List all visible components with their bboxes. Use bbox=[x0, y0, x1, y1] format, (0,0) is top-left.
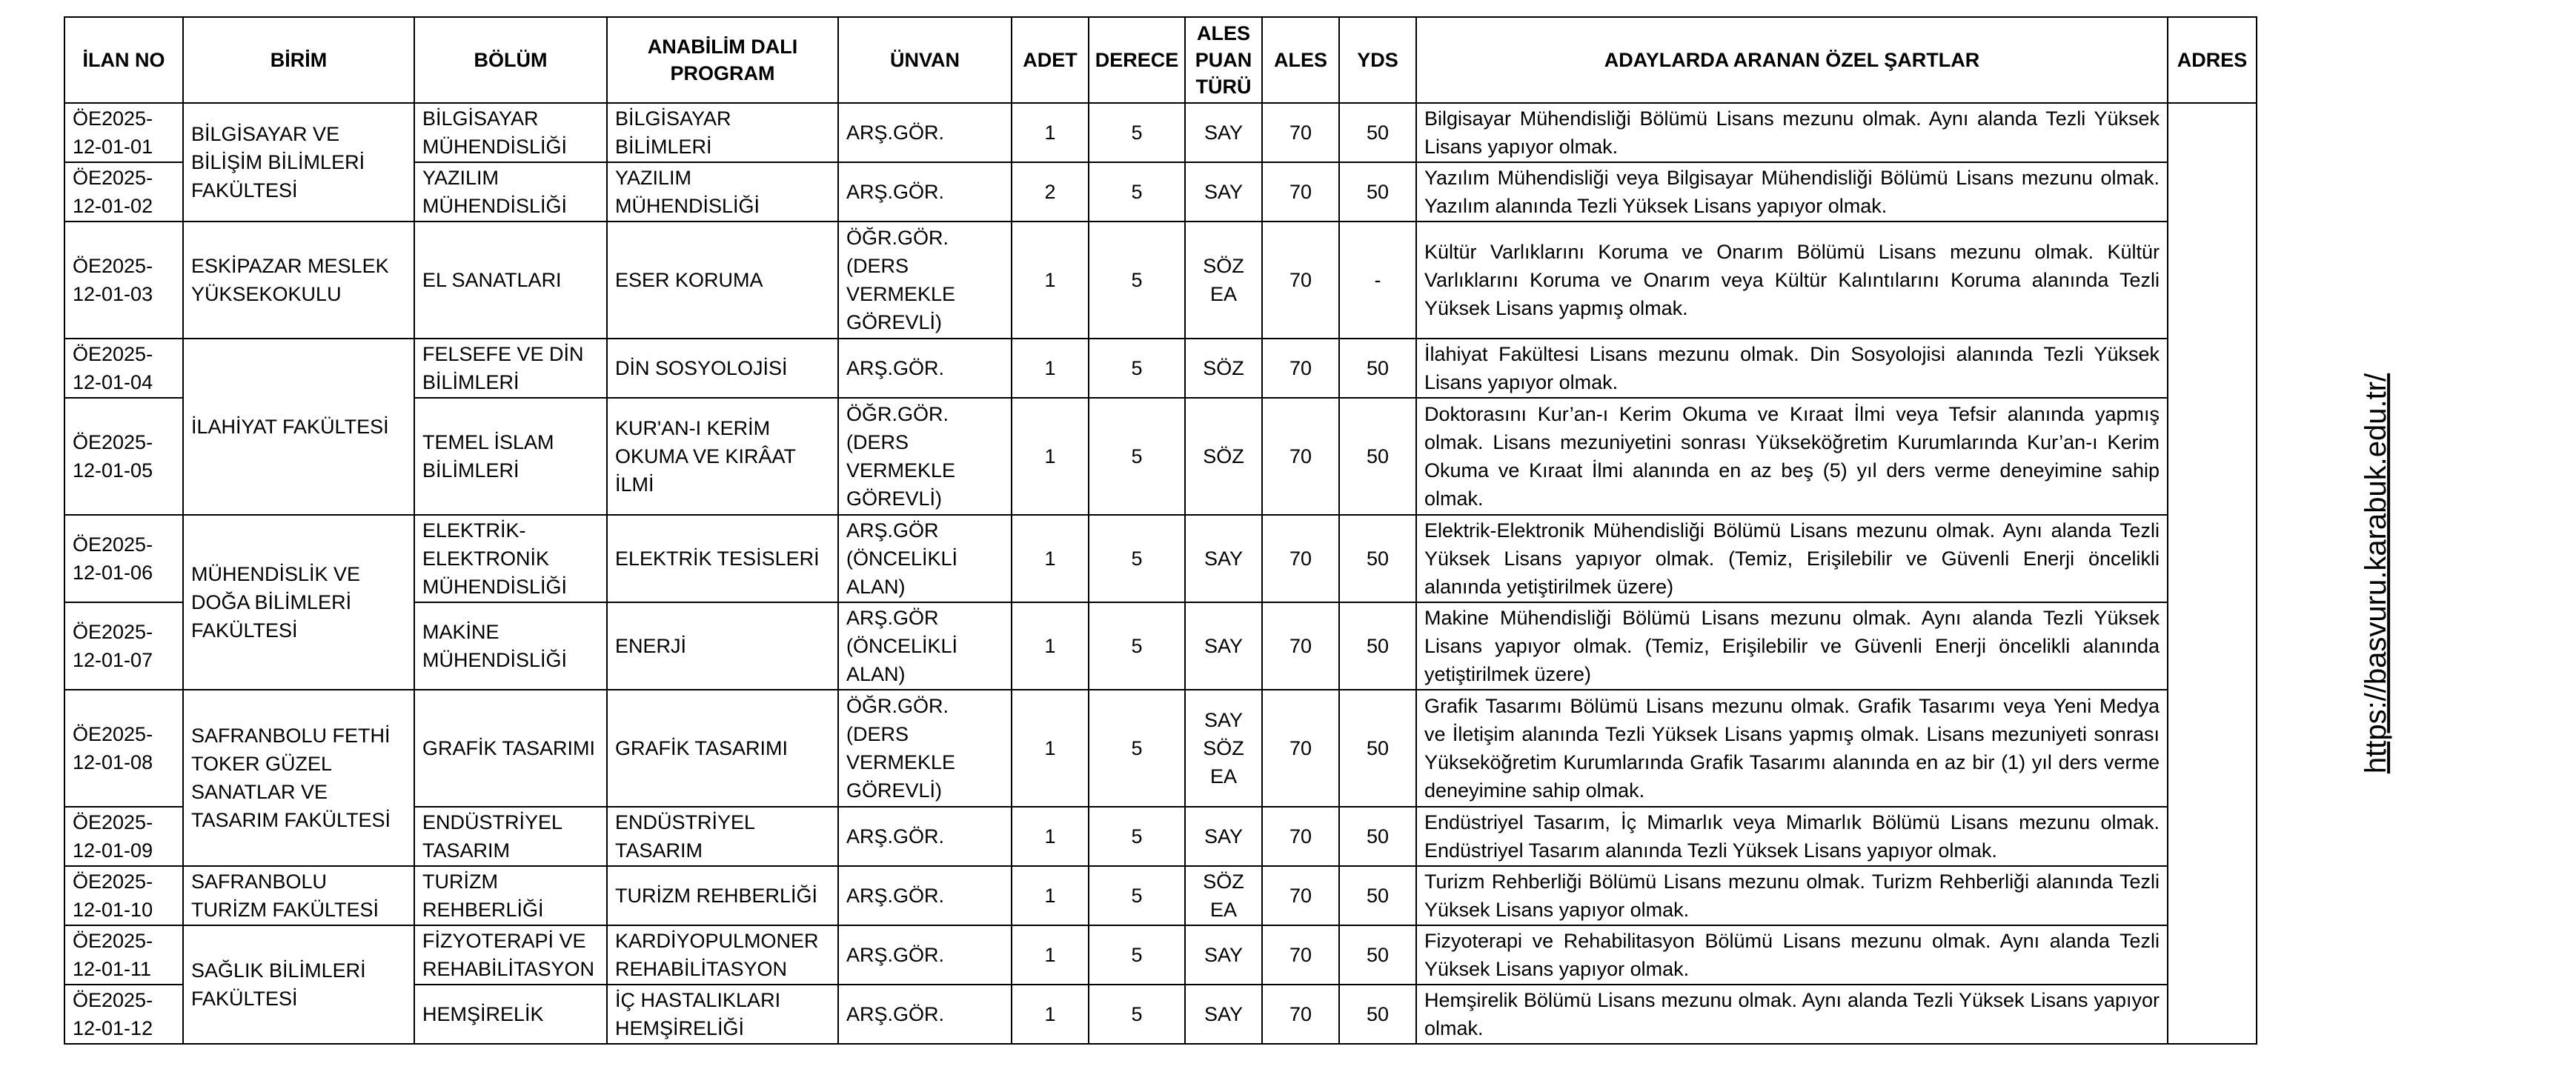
header-unvan: ÜNVAN bbox=[838, 17, 1012, 103]
ales-puan-turu-cell: SAY bbox=[1185, 985, 1262, 1044]
ilan-no-cell: ÖE2025-12-01-04 bbox=[64, 339, 183, 398]
ales-cell: 70 bbox=[1262, 515, 1339, 602]
ozel-sartlar-cell: Doktorasını Kur’an-ı Kerim Okuma ve Kıraat İlmi veya Tefsir alanında yapmış olmak. Lisans mezuniyetini sonrası Yükseköğretim Kurumlarında Kur’an-ı Kerim Okuma ve Kıraat İlmi alanında en az beş (5) yıl ders verme deneyimine sahip olmak. bbox=[1416, 398, 2168, 515]
ozel-sartlar-cell: Fizyoterapi ve Rehabilitasyon Bölümü Lisans mezunu olmak. Aynı alanda Tezli Yüksek Lisans yapıyor olmak. bbox=[1416, 925, 2168, 985]
ozel-sartlar-cell: Makine Mühendisliği Bölümü Lisans mezunu olmak. Aynı alanda Tezli Yüksek Lisans yapıyor olmak. (Temiz, Erişilebilir ve Güvenli Enerji öncelikli alanında yetiştirilmek üzere) bbox=[1416, 602, 2168, 690]
ales-cell: 70 bbox=[1262, 690, 1339, 807]
derece-cell: 5 bbox=[1089, 602, 1185, 690]
yds-cell: 50 bbox=[1339, 690, 1416, 807]
unvan-cell: ARŞ.GÖR. bbox=[838, 103, 1012, 162]
adet-cell: 1 bbox=[1012, 925, 1089, 985]
table-row bbox=[64, 690, 2257, 807]
derece-cell: 5 bbox=[1089, 515, 1185, 602]
anabilim-dali-cell: İÇ HASTALIKLARI HEMŞİRELİĞİ bbox=[607, 985, 838, 1044]
yds-cell: - bbox=[1339, 222, 1416, 339]
job-listings-table bbox=[64, 16, 2393, 1045]
yds-cell: 50 bbox=[1339, 602, 1416, 690]
ales-cell: 70 bbox=[1262, 398, 1339, 515]
header-ales-puan-turu: ALES PUAN TÜRÜ bbox=[1185, 17, 1262, 103]
ilan-no-cell: ÖE2025-12-01-12 bbox=[64, 985, 183, 1044]
anabilim-dali-cell: GRAFİK TASARIMI bbox=[607, 690, 838, 807]
ales-cell: 70 bbox=[1262, 162, 1339, 222]
ozel-sartlar-cell: İlahiyat Fakültesi Lisans mezunu olmak. Din Sosyolojisi alanında Tezli Yüksek Lisans yapıyor olmak. bbox=[1416, 339, 2168, 398]
birim-cell: SAFRANBOLU FETHİ TOKER GÜZEL SANATLAR VE TASARIM FAKÜLTESİ bbox=[183, 690, 414, 866]
birim-cell: BİLGİSAYAR VE BİLİŞİM BİLİMLERİ FAKÜLTESİ bbox=[183, 103, 414, 222]
derece-cell: 5 bbox=[1089, 222, 1185, 339]
derece-cell: 5 bbox=[1089, 866, 1185, 925]
birim-cell: ESKİPAZAR MESLEK YÜKSEKOKULU bbox=[183, 222, 414, 339]
ozel-sartlar-cell: Elektrik-Elektronik Mühendisliği Bölümü Lisans mezunu olmak. Aynı alanda Tezli Yüksek Lisans yapıyor olmak. (Temiz, Erişilebilir ve Güvenli Enerji öncelikli alanında yetiştirilmek üzere) bbox=[1416, 515, 2168, 602]
header-adres: ADRES bbox=[2168, 17, 2257, 103]
anabilim-dali-cell: BİLGİSAYAR BİLİMLERİ bbox=[607, 103, 838, 162]
ilan-no-cell: ÖE2025-12-01-02 bbox=[64, 162, 183, 222]
bolum-cell: TEMEL İSLAM BİLİMLERİ bbox=[414, 398, 607, 515]
bolum-cell: FELSEFE VE DİN BİLİMLERİ bbox=[414, 339, 607, 398]
derece-cell: 5 bbox=[1089, 985, 1185, 1044]
ilan-no-cell: ÖE2025-12-01-09 bbox=[64, 807, 183, 866]
unvan-cell: ARŞ.GÖR. bbox=[838, 925, 1012, 985]
ales-cell: 70 bbox=[1262, 339, 1339, 398]
unvan-cell: ARŞ.GÖR. bbox=[838, 866, 1012, 925]
adet-cell: 1 bbox=[1012, 222, 1089, 339]
derece-cell: 5 bbox=[1089, 807, 1185, 866]
unvan-cell: ARŞ.GÖR. bbox=[838, 162, 1012, 222]
adet-cell: 1 bbox=[1012, 339, 1089, 398]
adres-cell bbox=[2168, 103, 2393, 1044]
header-birim: BİRİM bbox=[183, 17, 414, 103]
bolum-cell: MAKİNE MÜHENDİSLİĞİ bbox=[414, 602, 607, 690]
table-row bbox=[64, 103, 2257, 162]
birim-cell: MÜHENDİSLİK VE DOĞA BİLİMLERİ FAKÜLTESİ bbox=[183, 515, 414, 690]
table-row bbox=[64, 925, 2257, 985]
header-ozel-sartlar: ADAYLARDA ARANAN ÖZEL ŞARTLAR bbox=[1416, 17, 2168, 103]
adres-link[interactable]: https://basvuru.karabuk.edu.tr/ bbox=[2360, 373, 2393, 773]
header-bolum: BÖLÜM bbox=[414, 17, 607, 103]
anabilim-dali-cell: KUR'AN-I KERİM OKUMA VE KIRÂAT İLMİ bbox=[607, 398, 838, 515]
derece-cell: 5 bbox=[1089, 339, 1185, 398]
ales-puan-turu-cell: SAY bbox=[1185, 515, 1262, 602]
anabilim-dali-cell: ENDÜSTRİYEL TASARIM bbox=[607, 807, 838, 866]
anabilim-dali-cell: TURİZM REHBERLİĞİ bbox=[607, 866, 838, 925]
ilan-no-cell: ÖE2025-12-01-06 bbox=[64, 515, 183, 602]
adet-cell: 1 bbox=[1012, 398, 1089, 515]
ilan-no-cell: ÖE2025-12-01-07 bbox=[64, 602, 183, 690]
bolum-cell: GRAFİK TASARIMI bbox=[414, 690, 607, 807]
ales-cell: 70 bbox=[1262, 222, 1339, 339]
ilan-no-cell: ÖE2025-12-01-08 bbox=[64, 690, 183, 807]
bolum-cell: FİZYOTERAPİ VE REHABİLİTASYON bbox=[414, 925, 607, 985]
ales-cell: 70 bbox=[1262, 925, 1339, 985]
ilan-no-cell: ÖE2025-12-01-03 bbox=[64, 222, 183, 339]
unvan-cell: ARŞ.GÖR (ÖNCELİKLİ ALAN) bbox=[838, 602, 1012, 690]
ilan-no-cell: ÖE2025-12-01-10 bbox=[64, 866, 183, 925]
yds-cell: 50 bbox=[1339, 103, 1416, 162]
ales-puan-turu-cell: SAY SÖZ EA bbox=[1185, 690, 1262, 807]
ozel-sartlar-cell: Endüstriyel Tasarım, İç Mimarlık veya Mimarlık Bölümü Lisans mezunu olmak. Endüstriyel Tasarım alanında Tezli Yüksek Lisans yapıyor olmak. bbox=[1416, 807, 2168, 866]
yds-cell: 50 bbox=[1339, 162, 1416, 222]
table-row bbox=[64, 866, 2257, 925]
bolum-cell: TURİZM REHBERLİĞİ bbox=[414, 866, 607, 925]
yds-cell: 50 bbox=[1339, 339, 1416, 398]
derece-cell: 5 bbox=[1089, 162, 1185, 222]
ales-cell: 70 bbox=[1262, 985, 1339, 1044]
header-anabilim-dali: ANABİLİM DALI PROGRAM bbox=[607, 17, 838, 103]
adet-cell: 1 bbox=[1012, 807, 1089, 866]
bolum-cell: EL SANATLARI bbox=[414, 222, 607, 339]
yds-cell: 50 bbox=[1339, 515, 1416, 602]
yds-cell: 50 bbox=[1339, 925, 1416, 985]
ilan-no-cell: ÖE2025-12-01-11 bbox=[64, 925, 183, 985]
bolum-cell: ELEKTRİK-ELEKTRONİK MÜHENDİSLİĞİ bbox=[414, 515, 607, 602]
unvan-cell: ARŞ.GÖR. bbox=[838, 339, 1012, 398]
birim-cell: SAĞLIK BİLİMLERİ FAKÜLTESİ bbox=[183, 925, 414, 1044]
adet-cell: 2 bbox=[1012, 162, 1089, 222]
derece-cell: 5 bbox=[1089, 690, 1185, 807]
unvan-cell: ARŞ.GÖR. bbox=[838, 985, 1012, 1044]
adet-cell: 1 bbox=[1012, 602, 1089, 690]
anabilim-dali-cell: YAZILIM MÜHENDİSLİĞİ bbox=[607, 162, 838, 222]
ozel-sartlar-cell: Turizm Rehberliği Bölümü Lisans mezunu olmak. Turizm Rehberliği alanında Tezli Yüksek Lisans yapıyor olmak. bbox=[1416, 866, 2168, 925]
table-row bbox=[64, 222, 2257, 339]
adet-cell: 1 bbox=[1012, 985, 1089, 1044]
ales-puan-turu-cell: SÖZ EA bbox=[1185, 222, 1262, 339]
unvan-cell: ÖĞR.GÖR. (DERS VERMEKLE GÖREVLİ) bbox=[838, 690, 1012, 807]
anabilim-dali-cell: ENERJİ bbox=[607, 602, 838, 690]
ales-puan-turu-cell: SAY bbox=[1185, 807, 1262, 866]
unvan-cell: ARŞ.GÖR (ÖNCELİKLİ ALAN) bbox=[838, 515, 1012, 602]
adet-cell: 1 bbox=[1012, 515, 1089, 602]
anabilim-dali-cell: ELEKTRİK TESİSLERİ bbox=[607, 515, 838, 602]
anabilim-dali-cell: DİN SOSYOLOJİSİ bbox=[607, 339, 838, 398]
ales-cell: 70 bbox=[1262, 103, 1339, 162]
ales-puan-turu-cell: SÖZ EA bbox=[1185, 866, 1262, 925]
ales-puan-turu-cell: SAY bbox=[1185, 162, 1262, 222]
ales-puan-turu-cell: SAY bbox=[1185, 925, 1262, 985]
ales-puan-turu-cell: SAY bbox=[1185, 103, 1262, 162]
adet-cell: 1 bbox=[1012, 690, 1089, 807]
yds-cell: 50 bbox=[1339, 807, 1416, 866]
anabilim-dali-cell: KARDİYOPULMONER REHABİLİTASYON bbox=[607, 925, 838, 985]
ales-cell: 70 bbox=[1262, 602, 1339, 690]
bolum-cell: ENDÜSTRİYEL TASARIM bbox=[414, 807, 607, 866]
ales-cell: 70 bbox=[1262, 866, 1339, 925]
ilan-no-cell: ÖE2025-12-01-01 bbox=[64, 103, 183, 162]
bolum-cell: BİLGİSAYAR MÜHENDİSLİĞİ bbox=[414, 103, 607, 162]
header-yds: YDS bbox=[1339, 17, 1416, 103]
derece-cell: 5 bbox=[1089, 103, 1185, 162]
header-ales: ALES bbox=[1262, 17, 1339, 103]
ozel-sartlar-cell: Hemşirelik Bölümü Lisans mezunu olmak. Aynı alanda Tezli Yüksek Lisans yapıyor olmak. bbox=[1416, 985, 2168, 1044]
table-row bbox=[64, 515, 2257, 602]
ales-cell: 70 bbox=[1262, 807, 1339, 866]
bolum-cell: YAZILIM MÜHENDİSLİĞİ bbox=[414, 162, 607, 222]
ales-puan-turu-cell: SÖZ bbox=[1185, 398, 1262, 515]
yds-cell: 50 bbox=[1339, 398, 1416, 515]
unvan-cell: ARŞ.GÖR. bbox=[838, 807, 1012, 866]
ales-puan-turu-cell: SÖZ bbox=[1185, 339, 1262, 398]
header-adet: ADET bbox=[1012, 17, 1089, 103]
header-row bbox=[64, 17, 2257, 103]
ilan-no-cell: ÖE2025-12-01-05 bbox=[64, 398, 183, 515]
unvan-cell: ÖĞR.GÖR. (DERS VERMEKLE GÖREVLİ) bbox=[838, 222, 1012, 339]
bolum-cell: HEMŞİRELİK bbox=[414, 985, 607, 1044]
yds-cell: 50 bbox=[1339, 866, 1416, 925]
birim-cell: İLAHİYAT FAKÜLTESİ bbox=[183, 339, 414, 515]
ozel-sartlar-cell: Grafik Tasarımı Bölümü Lisans mezunu olmak. Grafik Tasarımı veya Yeni Medya ve İletişim alanında Tezli Yüksek Lisans yapmış olmak. Lisans mezuniyeti sonrası Yükseköğretim Kurumlarında Grafik Tasarımı alanında en az bir (1) yıl ders verme deneyimine sahip olmak. bbox=[1416, 690, 2168, 807]
ozel-sartlar-cell: Bilgisayar Mühendisliği Bölümü Lisans mezunu olmak. Aynı alanda Tezli Yüksek Lisans yapıyor olmak. bbox=[1416, 103, 2168, 162]
ozel-sartlar-cell: Kültür Varlıklarını Koruma ve Onarım Bölümü Lisans mezunu olmak. Kültür Varlıklarını Koruma ve Onarım veya Kültür Kalıntılarını Koruma alanında Tezli Yüksek Lisans yapmış olmak. bbox=[1416, 222, 2168, 339]
anabilim-dali-cell: ESER KORUMA bbox=[607, 222, 838, 339]
header-ilan-no: İLAN NO bbox=[64, 17, 183, 103]
derece-cell: 5 bbox=[1089, 925, 1185, 985]
adet-cell: 1 bbox=[1012, 103, 1089, 162]
adet-cell: 1 bbox=[1012, 866, 1089, 925]
unvan-cell: ÖĞR.GÖR. (DERS VERMEKLE GÖREVLİ) bbox=[838, 398, 1012, 515]
birim-cell: SAFRANBOLU TURİZM FAKÜLTESİ bbox=[183, 866, 414, 925]
table-row bbox=[64, 339, 2257, 398]
ales-puan-turu-cell: SAY bbox=[1185, 602, 1262, 690]
derece-cell: 5 bbox=[1089, 398, 1185, 515]
ozel-sartlar-cell: Yazılım Mühendisliği veya Bilgisayar Mühendisliği Bölümü Lisans mezunu olmak. Yazılım alanında Tezli Yüksek Lisans yapıyor olmak. bbox=[1416, 162, 2168, 222]
header-derece: DERECE bbox=[1089, 17, 1185, 103]
yds-cell: 50 bbox=[1339, 985, 1416, 1044]
